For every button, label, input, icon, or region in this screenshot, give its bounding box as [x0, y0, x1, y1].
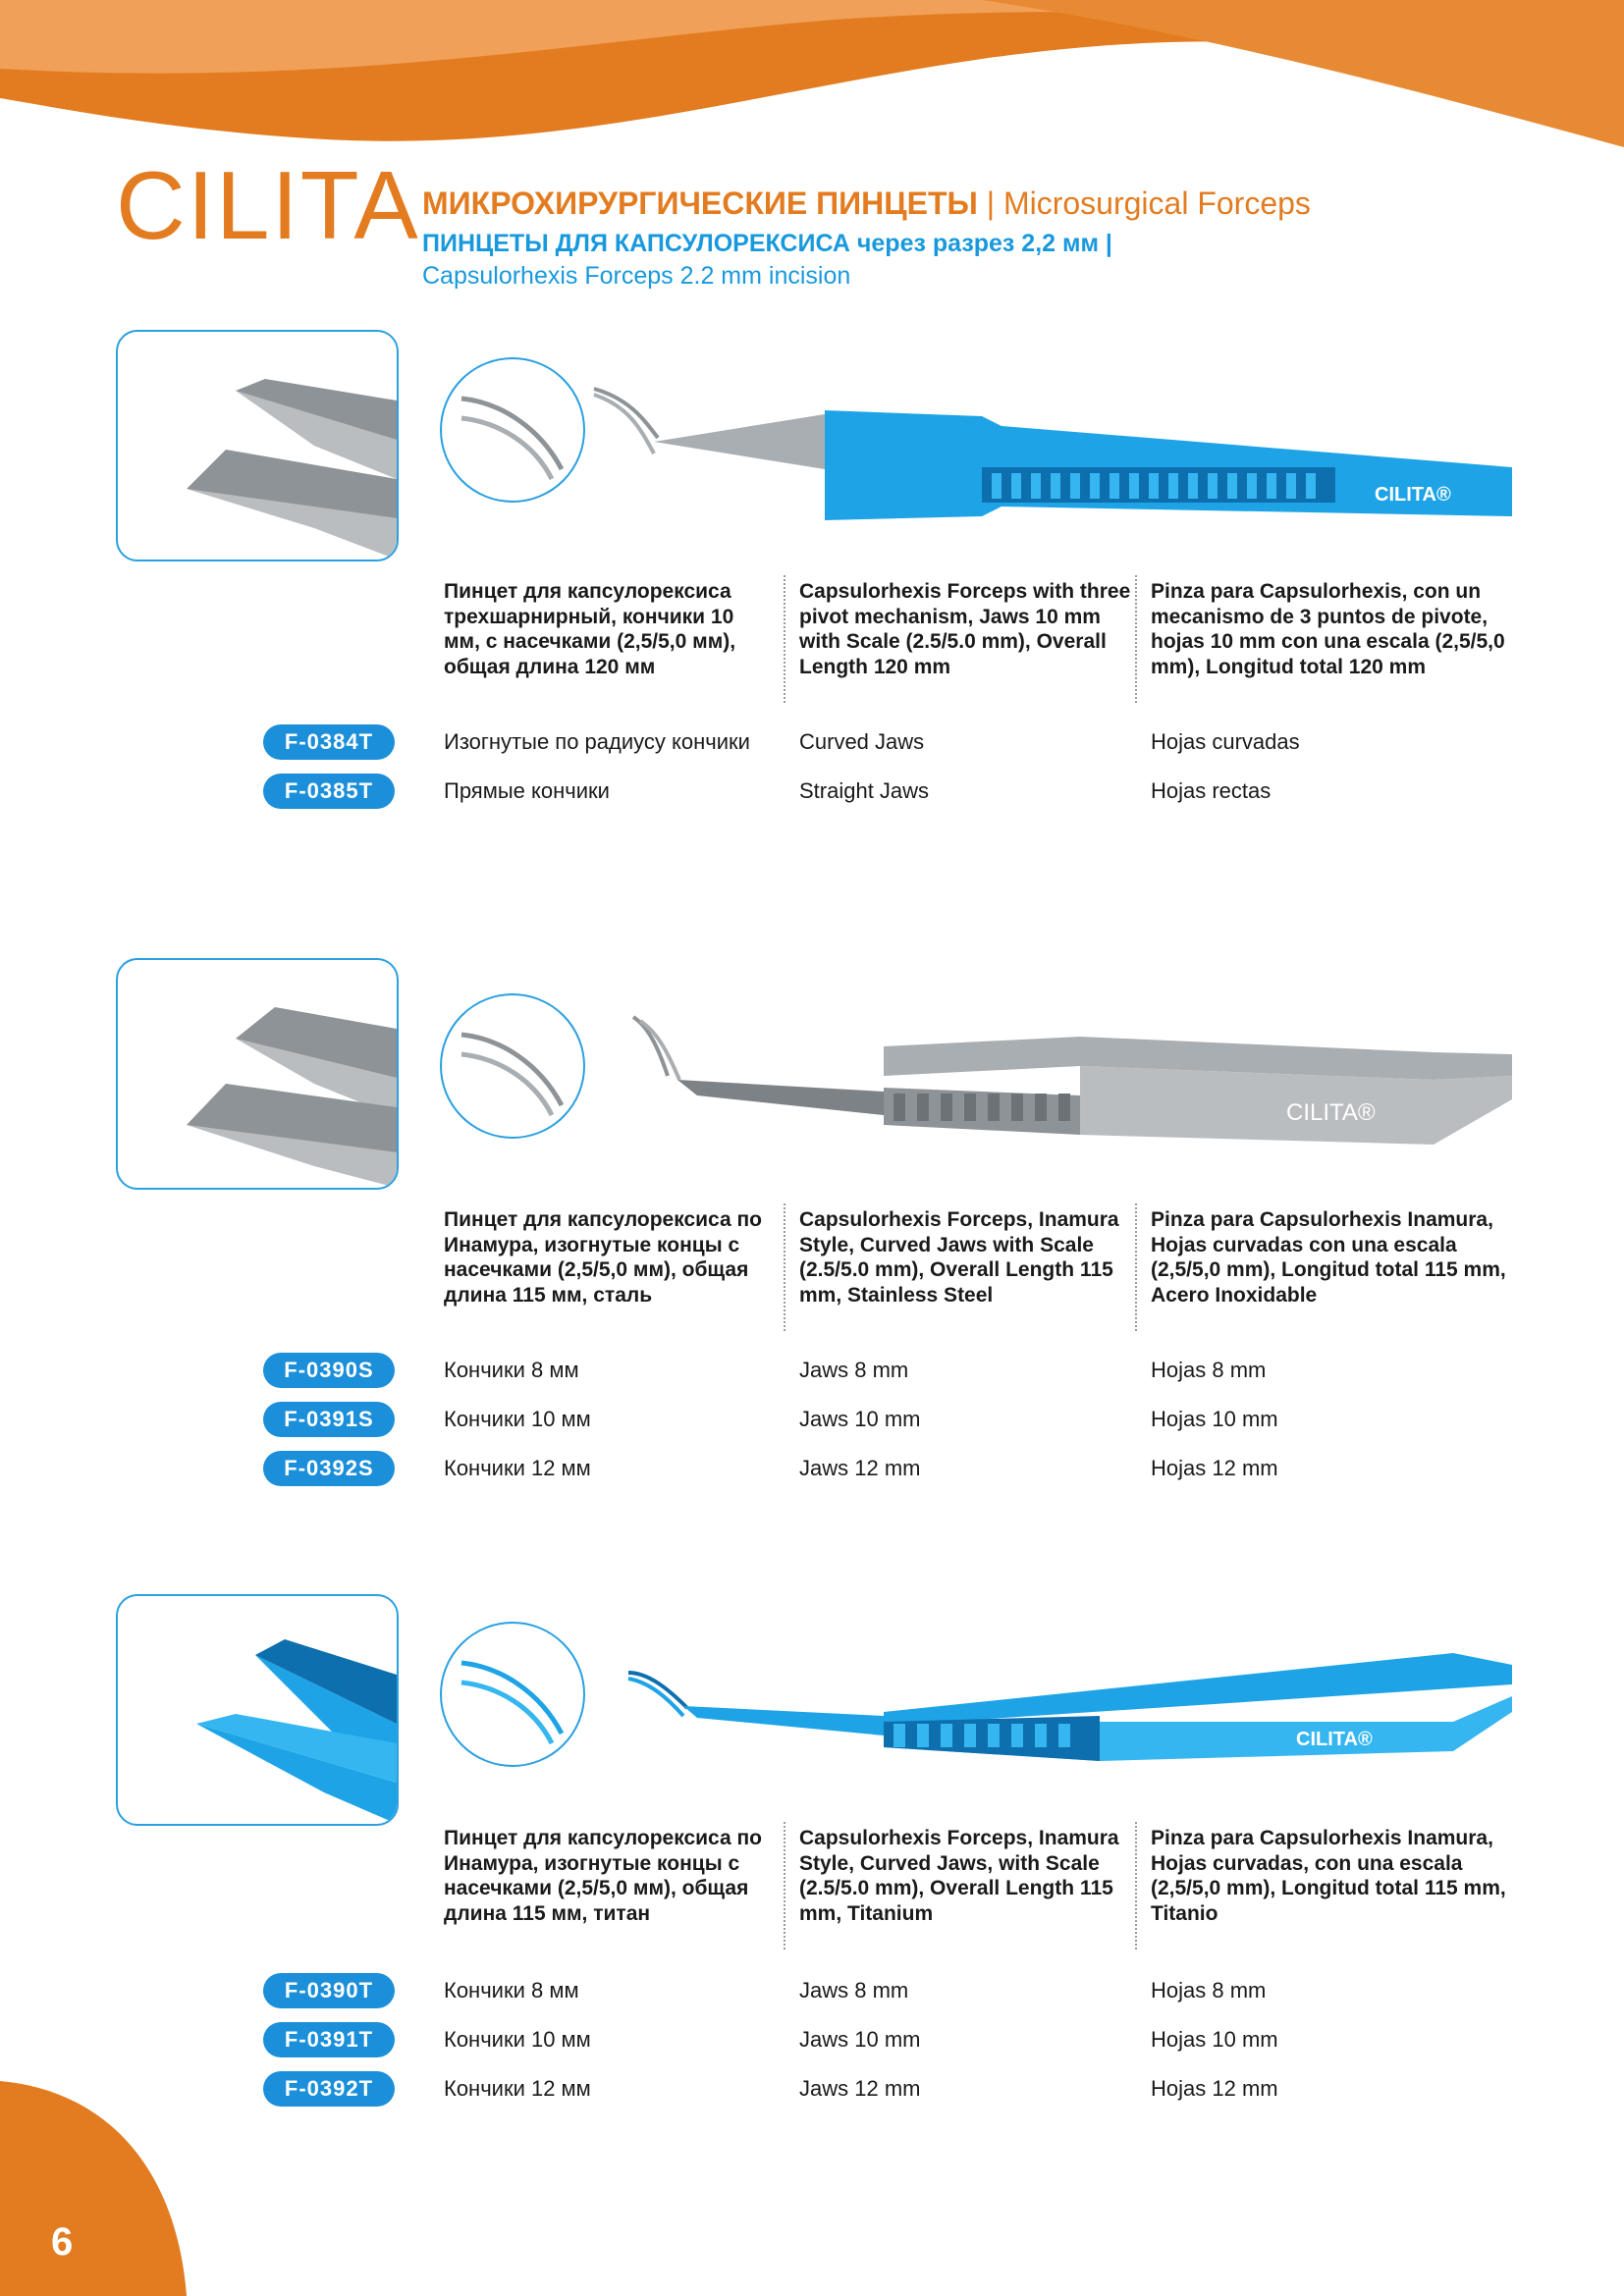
variant-ru: Кончики 12 мм: [444, 1456, 591, 1480]
subtitle-ru: ПИНЦЕТЫ ДЛЯ КАПСУЛОРЕКСИСА через разрез 2,2 мм |: [422, 230, 1112, 257]
subtitle-en: Capsulorhexis Forceps 2.2 mm incision: [422, 261, 851, 290]
column-divider: [784, 575, 785, 703]
title-separator: |: [977, 186, 1003, 221]
description-en: Capsulorhexis Forceps with three pivot mechanism, Jaws 10 mm with Scale (2.5/5.0 mm), Overall Length 120 mm: [799, 580, 1131, 678]
product-code: F-0392S: [263, 1451, 395, 1486]
tip-detail-image: [116, 958, 399, 1190]
tip-detail-image: [116, 330, 399, 561]
table-row: [0, 1402, 1624, 1441]
variant-en: Jaws 12 mm: [799, 2076, 921, 2101]
column-divider: [784, 1203, 785, 1331]
table-row: [0, 724, 1624, 764]
variant-en: Straight Jaws: [799, 778, 930, 803]
forceps-image: [589, 997, 1522, 1194]
tip-detail-image: [116, 1594, 399, 1826]
description-es: Pinza para Capsulorhexis Inamura, Hojas curvadas, con una escala (2,5/5,0 mm), Longitud total 115 mm, Titanio: [1151, 1827, 1506, 1925]
variant-ru: Кончики 8 мм: [444, 1358, 579, 1382]
brand-logo: CILITA: [116, 151, 420, 259]
variant-es: Hojas curvadas: [1151, 729, 1300, 754]
table-row: [0, 2022, 1624, 2061]
variant-en: Jaws 10 mm: [799, 2027, 921, 2052]
variant-ru: Кончики 10 мм: [444, 1407, 591, 1431]
product-code: F-0392T: [263, 2071, 395, 2107]
page-title: [422, 185, 1311, 222]
product-code: F-0384T: [263, 724, 395, 760]
description-es: Pinza para Capsulorhexis, con un mecanismo de 3 puntos de pivote, hojas 10 mm con una escala (2,5/5,0 mm), Longitud total 120 mm: [1151, 580, 1505, 678]
description-es: Pinza para Capsulorhexis Inamura, Hojas curvadas con una escala (2,5/5,0 mm), Longitud total 115 mm, Acero Inoxidable: [1151, 1208, 1506, 1307]
instrument-mark: CILITA®: [1375, 484, 1451, 506]
variant-es: Hojas 8 mm: [1151, 1358, 1267, 1382]
product-code: F-0385T: [263, 774, 395, 809]
instrument-mark: CILITA®: [1296, 1729, 1373, 1750]
forceps-image: [589, 359, 1522, 556]
variant-es: Hojas 10 mm: [1151, 1407, 1278, 1431]
description-ru: Пинцет для капсулорексиса по Инамура, изогнутые концы с насечками (2,5/5,0 мм), общая длина 115 мм, титан: [444, 1827, 763, 1925]
title-en: Microsurgical Forceps: [1002, 186, 1311, 221]
column-divider: [784, 1822, 785, 1949]
variant-ru: Кончики 8 мм: [444, 1978, 579, 2002]
description-en: Capsulorhexis Forceps, Inamura Style, Curved Jaws, with Scale (2.5/5.0 mm), Overall Length 115 mm, Titanium: [799, 1827, 1119, 1925]
variant-es: Hojas 12 mm: [1151, 2076, 1278, 2101]
product-code: F-0391S: [263, 1402, 395, 1437]
description-ru: Пинцет для капсулорексиса трехшарнирный, кончики 10 мм, с насечками (2,5/5,0 мм), общая длина 120 мм: [444, 580, 736, 678]
variant-ru: Изогнутые по радиусу кончики: [444, 729, 750, 754]
variant-es: Hojas 12 mm: [1151, 1456, 1278, 1480]
variant-en: Jaws 8 mm: [799, 1978, 909, 2002]
variant-en: Jaws 10 mm: [799, 1407, 921, 1431]
table-row: [0, 774, 1624, 813]
product-code: F-0391T: [263, 2022, 395, 2057]
forceps-image: [589, 1614, 1522, 1810]
product-code: F-0390S: [263, 1353, 395, 1388]
variant-ru: Кончики 12 мм: [444, 2076, 591, 2101]
footer-corner-decoration: [0, 2081, 255, 2296]
jaw-zoom-image: [440, 993, 585, 1139]
variant-en: Curved Jaws: [799, 729, 925, 754]
title-ru: МИКРОХИРУРГИЧЕСКИЕ ПИНЦЕТЫ: [422, 186, 978, 221]
description-ru: Пинцет для капсулорексиса по Инамура, изогнутые концы с насечками (2,5/5,0 мм), общая длина 115 мм, сталь: [444, 1208, 763, 1307]
column-divider: [1135, 1203, 1137, 1331]
table-row: [0, 1973, 1624, 2012]
page-number: 6: [51, 2220, 74, 2264]
variant-ru: Прямые кончики: [444, 778, 610, 803]
table-row: [0, 1353, 1624, 1392]
product-code: F-0390T: [263, 1973, 395, 2008]
variant-ru: Кончики 10 мм: [444, 2027, 591, 2052]
instrument-mark: CILITA®: [1286, 1099, 1376, 1126]
variant-en: Jaws 12 mm: [799, 1456, 921, 1480]
page-subtitle: [422, 228, 1112, 292]
description-en: Capsulorhexis Forceps, Inamura Style, Curved Jaws with Scale (2.5/5.0 mm), Overall Length 115 mm, Stainless Steel: [799, 1208, 1119, 1307]
column-divider: [1135, 1822, 1137, 1949]
variant-es: Hojas 8 mm: [1151, 1978, 1267, 2002]
column-divider: [1135, 575, 1137, 703]
jaw-zoom-image: [440, 357, 585, 503]
variant-en: Jaws 8 mm: [799, 1358, 909, 1382]
variant-es: Hojas rectas: [1151, 778, 1272, 803]
variant-es: Hojas 10 mm: [1151, 2027, 1278, 2052]
table-row: [0, 1451, 1624, 1490]
jaw-zoom-image: [440, 1622, 585, 1767]
